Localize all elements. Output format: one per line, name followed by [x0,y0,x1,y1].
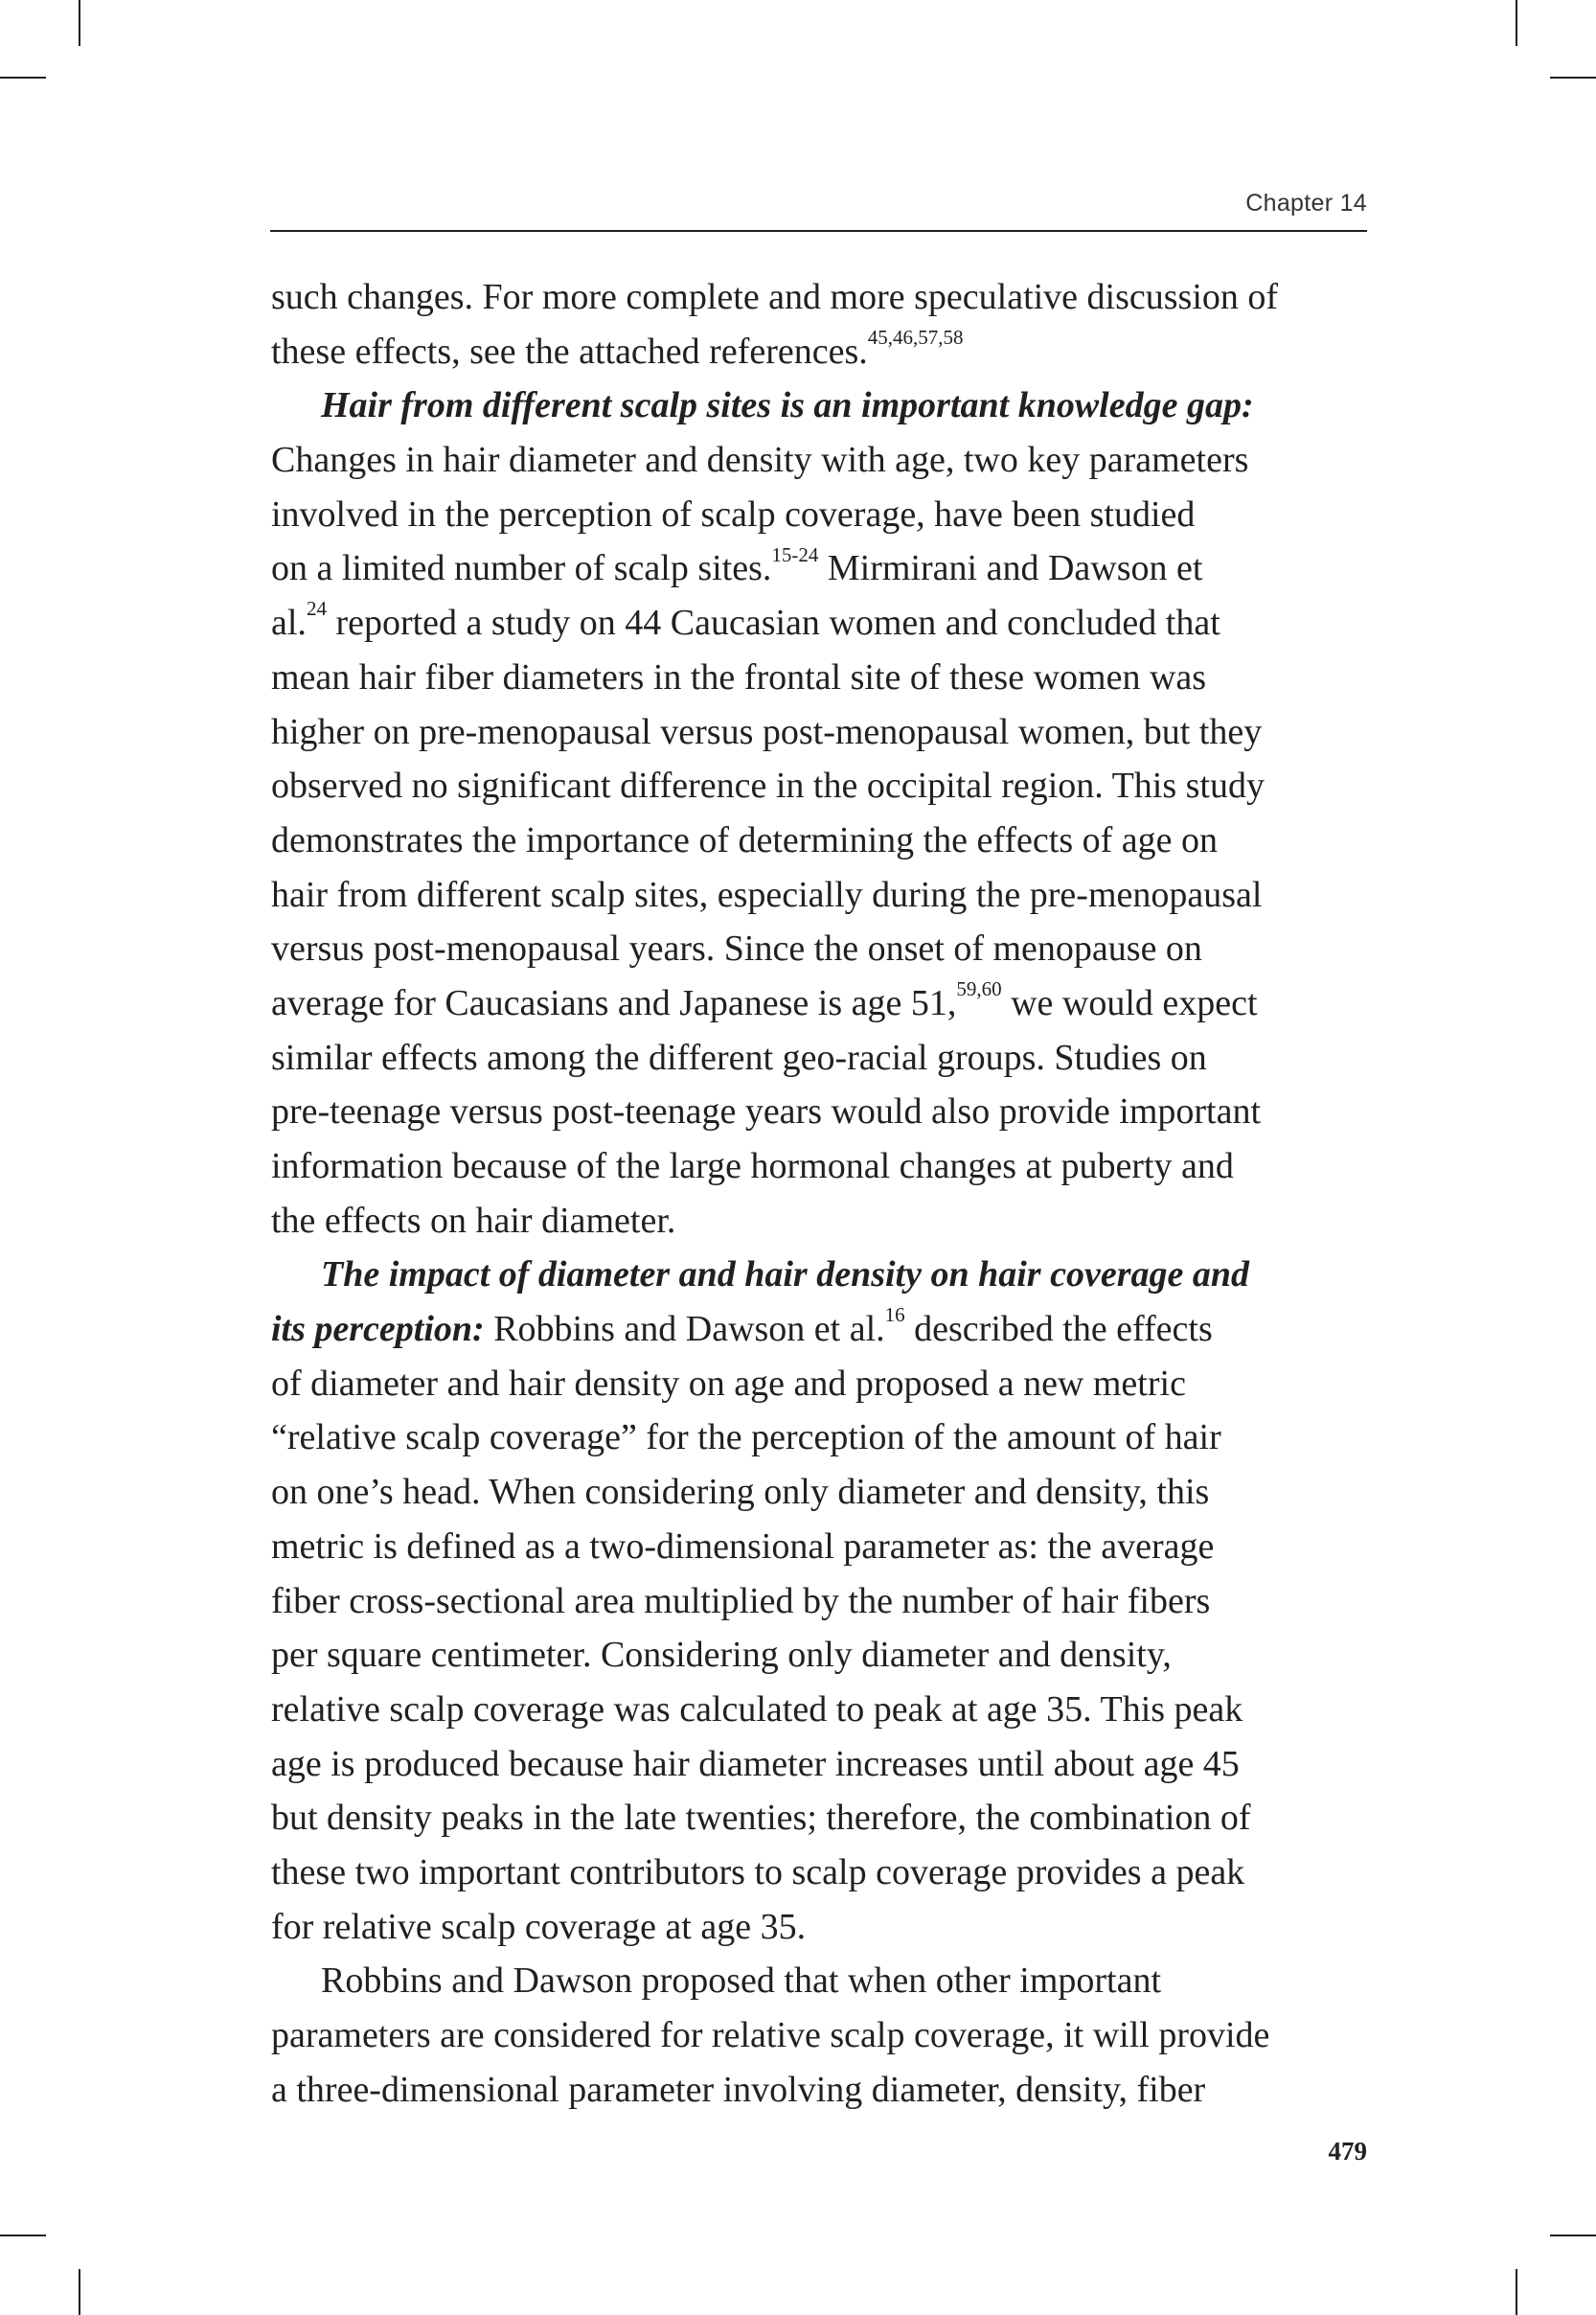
line-text: Mirmirani and Dawson et [818,548,1203,589]
line-text: we would expect [1001,982,1258,1023]
run-in-heading: its perception: [271,1309,485,1350]
line-text: versus post-menopausal years. Since the onset of menopause on [271,928,1202,970]
citation-superscript: 16 [884,1303,905,1327]
text-line [271,1465,1373,1520]
text-line [271,1845,1373,1900]
citation-superscript: 24 [306,597,327,621]
line-text: information because of the large hormonal changes at puberty and [271,1146,1234,1186]
line-text: Changes in hair diameter and density with age, two key parameters [271,440,1249,481]
text-line [271,433,1373,488]
text-line [271,596,1373,651]
text-line [271,1085,1373,1139]
line-text: per square centimeter. Considering only diameter and density, [271,1635,1172,1676]
text-line [271,705,1373,760]
text-line [271,1628,1373,1683]
text-line [271,1954,1373,2008]
citation-superscript: 15-24 [771,542,819,566]
text-line [271,759,1373,814]
line-text: Robbins and Dawson et al. [484,1309,885,1350]
text-line [271,1737,1373,1792]
line-text: mean hair fiber diameters in the frontal site of these women was [271,656,1207,698]
line-text: pre-teenage versus post-teenage years would also provide important [271,1091,1262,1133]
text-line [271,1900,1373,1955]
line-text: for relative scalp coverage at age 35. [271,1906,807,1947]
line-text: the effects on hair diameter. [271,1200,676,1241]
crop-mark [0,77,46,79]
line-text: relative scalp coverage was calculated to peak at age 35. This peak [271,1688,1243,1730]
line-text: but density peaks in the late twenties; therefore, the combination of [271,1798,1251,1839]
line-text: a three-dimensional parameter involving diameter, density, fiber [271,2069,1206,2110]
line-text: on a limited number of scalp sites. [271,548,772,589]
line-text: these effects, see the attached references. [271,331,868,372]
crop-mark [0,2235,46,2236]
text-line [271,814,1373,868]
chapter-label: Chapter 14 [1245,190,1367,217]
text-line [271,270,1373,325]
run-in-heading: The impact of diameter and hair density on hair coverage and [321,1254,1249,1295]
line-text: parameters are considered for relative scalp coverage, it will provide [271,2015,1270,2055]
citation-superscript: 45,46,57,58 [867,326,964,350]
running-head [270,188,1367,232]
text-line [271,541,1373,596]
line-text: these two important contributors to scalp coverage provides a peak [271,1851,1245,1892]
crop-mark [1516,2269,1517,2315]
text-line [271,1520,1373,1574]
text-line [271,1302,1373,1357]
citation-superscript: 59,60 [956,977,1002,1001]
text-line [271,325,1373,379]
line-text: on one’s head. When considering only diameter and density, this [271,1472,1210,1513]
line-text: similar effects among the different geo-racial groups. Studies on [271,1037,1207,1078]
line-text: higher on pre-menopausal versus post-menopausal women, but they [271,711,1263,752]
line-text: al. [271,603,307,644]
text-line [271,488,1373,542]
line-text: fiber cross-sectional area multiplied by the number of hair fibers [271,1580,1211,1621]
crop-mark [79,2269,80,2315]
text-line [271,1410,1373,1465]
line-text: hair from different scalp sites, especially during the pre-menopausal [271,874,1263,915]
text-line [271,651,1373,705]
text-line [271,2063,1373,2118]
line-text: involved in the perception of scalp coverage, have been studied [271,493,1196,535]
line-text: Robbins and Dawson proposed that when other important [321,1960,1162,2002]
line-text: metric is defined as a two-dimensional parameter as: the average [271,1525,1215,1567]
text-line [271,1683,1373,1737]
crop-mark [1550,77,1596,79]
text-line [271,1031,1373,1086]
line-text: such changes. For more complete and more speculative discussion of [271,277,1279,317]
line-text: demonstrates the importance of determining the effects of age on [271,819,1218,860]
body-text [271,270,1373,2117]
crop-mark [1550,2235,1596,2236]
run-in-heading: Hair from different scalp sites is an important knowledge gap: [321,385,1254,426]
text-line [271,1194,1373,1249]
text-line [271,1139,1373,1194]
crop-mark [79,0,80,46]
text-line [271,1791,1373,1845]
line-text: reported a study on 44 Caucasian women and concluded that [326,603,1220,644]
text-line [271,868,1373,923]
line-text: of diameter and hair density on age and proposed a new metric [271,1363,1186,1404]
text-line [271,2008,1373,2063]
line-text: observed no significant difference in the occipital region. This study [271,766,1265,807]
crop-mark [1516,0,1517,46]
page-number: 479 [1328,2137,1367,2166]
text-line [271,378,1373,433]
text-line [271,1357,1373,1411]
line-text: “relative scalp coverage” for the perception of the amount of hair [271,1417,1221,1458]
text-line [271,1248,1373,1302]
text-line [271,1574,1373,1629]
text-line [271,976,1373,1031]
line-text: average for Caucasians and Japanese is age 51, [271,982,957,1023]
line-text: age is produced because hair diameter increases until about age 45 [271,1743,1240,1784]
text-line [271,922,1373,976]
line-text: described the effects [904,1309,1213,1350]
